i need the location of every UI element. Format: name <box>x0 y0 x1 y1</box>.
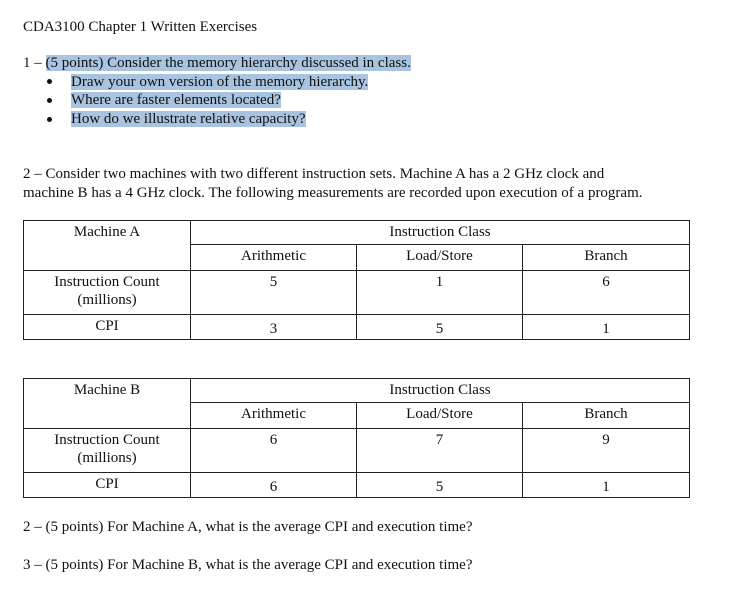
machine-a-table <box>23 220 690 340</box>
instruction-count-label <box>24 271 191 315</box>
machine-b-table <box>23 378 690 498</box>
class-header-load-store: Load/Store <box>357 245 523 271</box>
label-line: Instruction Count <box>54 274 160 290</box>
question-1-text: (5 points) Consider the memory hierarchy discussed in class. <box>45 55 411 71</box>
cpi-label: CPI <box>24 315 191 340</box>
machine-b-label: Machine B <box>24 379 191 429</box>
question-1 <box>23 54 411 72</box>
instruction-count-arithmetic: 5 <box>191 271 357 315</box>
instruction-count-branch: 6 <box>523 271 690 315</box>
machine-a-label: Machine A <box>24 221 191 271</box>
instruction-count-load-store: 7 <box>357 429 523 473</box>
class-header-arithmetic: Arithmetic <box>191 245 357 271</box>
label-line: (millions) <box>77 292 137 308</box>
question-3: 3 – (5 points) For Machine B, what is the average CPI and execution time? <box>23 557 473 573</box>
cpi-branch: 1 <box>523 473 690 498</box>
question-2: 2 – (5 points) For Machine A, what is the average CPI and execution time? <box>23 519 473 535</box>
question-1-bullet-2 <box>71 91 281 109</box>
question-1-number: 1 – <box>23 55 46 71</box>
instruction-class-header: Instruction Class <box>191 379 690 403</box>
instruction-class-header: Instruction Class <box>191 221 690 245</box>
bullet-text: How do we illustrate relative capacity? <box>71 111 306 127</box>
instruction-count-load-store: 1 <box>357 271 523 315</box>
cpi-arithmetic: 3 <box>191 315 357 340</box>
cpi-label: CPI <box>24 473 191 498</box>
bullet-text: Draw your own version of the memory hierarchy. <box>71 74 369 90</box>
question-1-bullet-3 <box>71 110 306 128</box>
class-header-arithmetic: Arithmetic <box>191 403 357 429</box>
bullet-icon <box>47 98 52 103</box>
document-title: CDA3100 Chapter 1 Written Exercises <box>23 19 258 35</box>
question-1-bullet-1 <box>71 73 368 91</box>
instruction-count-arithmetic: 6 <box>191 429 357 473</box>
label-line: (millions) <box>77 450 137 466</box>
cpi-branch: 1 <box>523 315 690 340</box>
instruction-count-label <box>24 429 191 473</box>
bullet-icon <box>47 117 52 122</box>
instruction-count-branch: 9 <box>523 429 690 473</box>
question-2-intro-line-1: 2 – Consider two machines with two different instruction sets. Machine A has a 2 GHz clock and <box>23 166 605 182</box>
class-header-branch: Branch <box>523 403 690 429</box>
bullet-icon <box>47 79 52 84</box>
bullet-text: Where are faster elements located? <box>71 92 281 108</box>
class-header-load-store: Load/Store <box>357 403 523 429</box>
cpi-load-store: 5 <box>357 315 523 340</box>
cpi-arithmetic: 6 <box>191 473 357 498</box>
cpi-load-store: 5 <box>357 473 523 498</box>
question-2-intro-line-2: machine B has a 4 GHz clock. The following measurements are recorded upon execution of a program. <box>23 185 643 201</box>
class-header-branch: Branch <box>523 245 690 271</box>
label-line: Instruction Count <box>54 432 160 448</box>
